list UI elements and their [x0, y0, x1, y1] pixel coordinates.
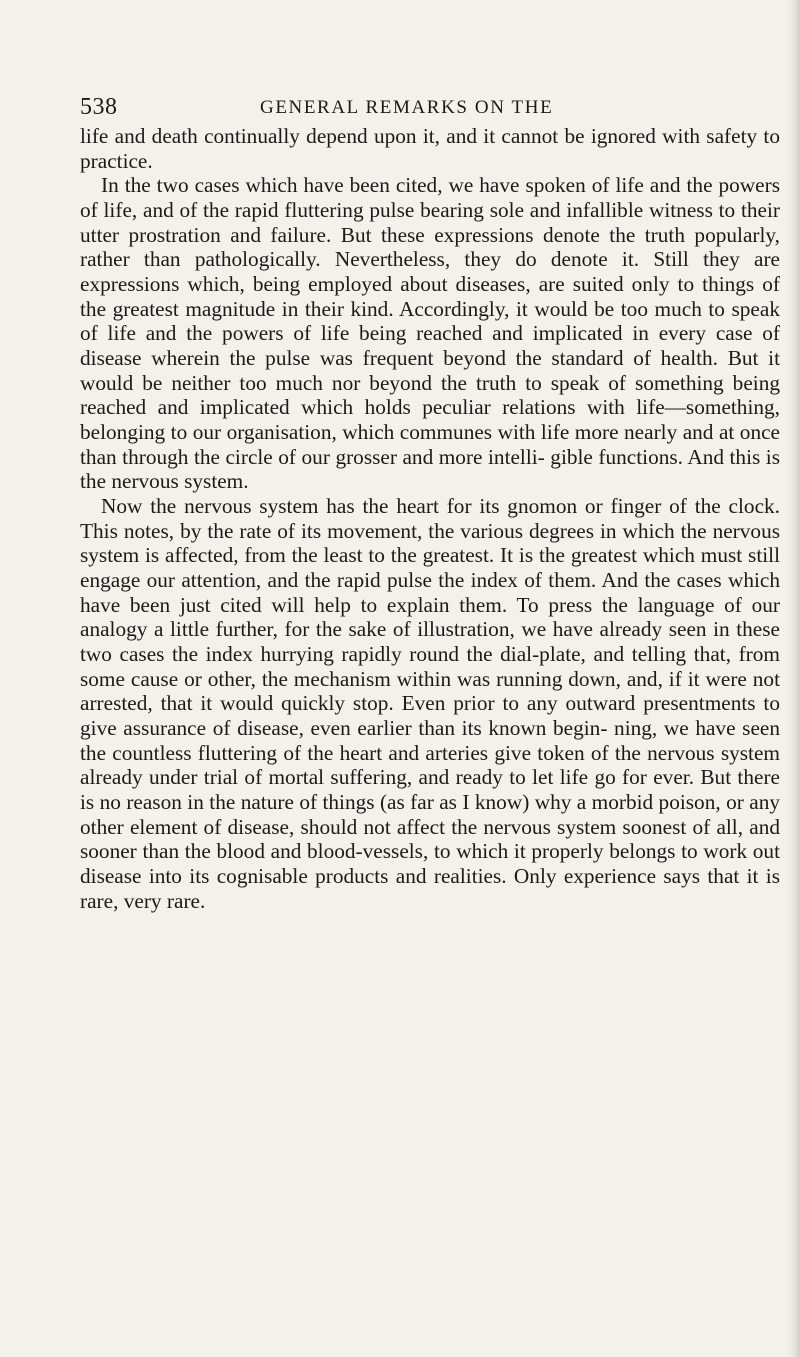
paragraph: life and death continually depend upon it, and it cannot be ignored with safety to practice.: [80, 124, 780, 173]
page-edge-shadow: [786, 0, 800, 1357]
page-number: 538: [80, 94, 118, 120]
paragraph: In the two cases which have been cited, we have spoken of life and the powers of life, and of the rapid fluttering pulse bearing sole and infallible witness to their utter prostration and failure. But these expressions denote the truth popularly, rather than pathologically. Nevertheless, they do denote it. Still they are expressions which, being employed about diseases, are suited only to things of the greatest magnitude in their kind. Accordingly, it would be too much to speak of life and the powers of life being reached and implicated in every case of disease wherein the pulse was frequent beyond the standard of health. But it would be neither too much nor beyond the truth to speak of something being reached and implicated which holds peculiar relations with life—something, belonging to our organisation, which communes with life more nearly and at once than through the circle of our grosser and more intelli- gible functions. And this is the nervous system.: [80, 173, 780, 494]
paragraph: Now the nervous system has the heart for its gnomon or finger of the clock. This notes, by the rate of its movement, the various degrees in which the nervous system is affected, from the least to the greatest. It is the greatest which must still engage our attention, and the rapid pulse the index of them. And the cases which have been just cited will help to explain them. To press the language of our analogy a little further, for the sake of illustration, we have already seen in these two cases the index hurrying rapidly round the dial-plate, and telling that, from some cause or other, the mechanism within was running down, and, if it were not arrested, that it would quickly stop. Even prior to any outward presentments to give assurance of disease, even earlier than its known begin- ning, we have seen the countless fluttering of the heart and arteries give token of the nervous system already under trial of mortal suffering, and ready to let life go for ever. But there is no reason in the nature of things (as far as I know) why a morbid poison, or any other element of disease, should not affect the nervous system soonest of all, and sooner than the blood and blood-vessels, to which it properly belongs to work out disease into its cognisable products and realities. Only experience says that it is rare, very rare.: [80, 494, 780, 913]
page-header: [80, 94, 780, 124]
body-text: [80, 124, 780, 914]
running-head: GENERAL REMARKS ON THE: [260, 97, 554, 118]
